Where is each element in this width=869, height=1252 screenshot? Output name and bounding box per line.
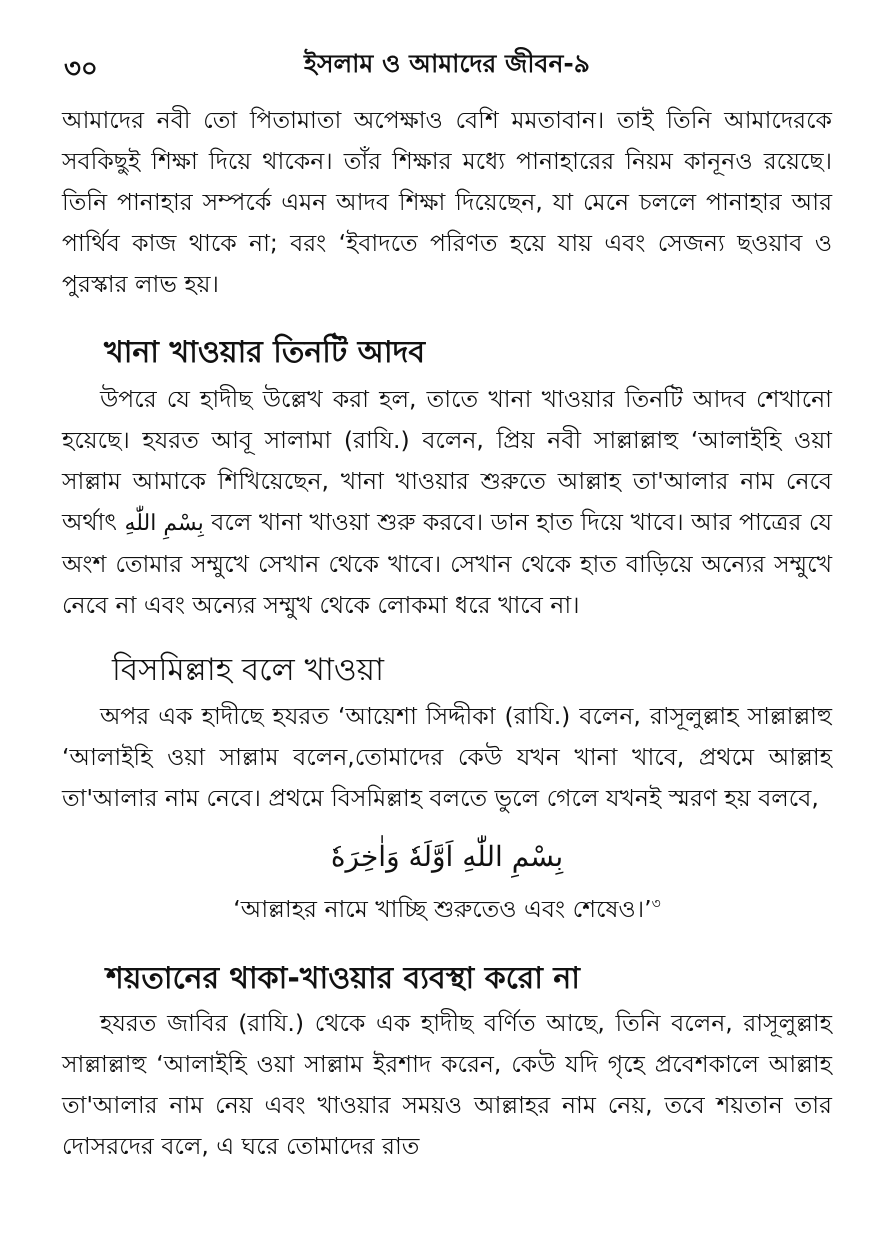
section3-paragraph: হযরত জাবির (রাযি.) থেকে এক হাদীছ বর্ণিত আছে, তিনি বলেন, রাসূলুল্লাহ সাল্লাল্লাহু ‘আলাইহি ওয়া সাল্লাম ইরশাদ করেন, কেউ যদি গৃহে প্রবেশকালে আল্লাহ তা'আলার নাম নেয় এবং খাওয়ার সময়ও আল্লাহর নাম নেয়, তবে শয়তান তার দোসরদের বলে, এ ঘরে তোমাদের রাত	[62, 1009, 832, 1160]
running-title: ইসলাম ও আমাদের জীবন-৯	[304, 49, 590, 78]
page-header	[64, 44, 829, 84]
section-heading-bismillah: বিসমিল্লাহ বলে খাওয়া	[112, 652, 384, 688]
translation-text: ‘আল্লাহর নামে খাচ্ছি শুরুতেও এবং শেষেও।’	[233, 895, 652, 923]
page-body	[62, 100, 832, 1167]
section-heading-satan: শয়তানের থাকা-খাওয়ার ব্যবস্থা করো না	[106, 961, 580, 996]
section2-paragraph: অপর এক হাদীছে হযরত ‘আয়েশা সিদ্দীকা (রাযি.) বলেন, রাসূলুল্লাহ সাল্লাল্লাহু ‘আলাইহি ওয়া সাল্লাম বলেন,তোমাদের কেউ যখন খানা খাবে, প্রথমে আল্লাহ তা'আলার নাম নেবে। প্রথমে বিসমিল্লাহ বলতে ভুলে গেলে যখনই স্মরণ হয় বলবে,	[62, 702, 832, 812]
section1-text-before: উপরে যে হাদীছ উল্লেখ করা হল, তাতে খানা খাওয়ার তিনটি আদব শেখানো হয়েছে। হযরত আবূ সালামা (রাযি.) বলেন, প্রিয় নবী সাল্লাল্লাহু ‘আলাইহি ওয়া সাল্লাম আমাকে শিখিয়েছেন, খানা খাওয়ার শুরুতে আল্লাহ তা'আলার নাম নেবে অর্থাৎ	[62, 385, 832, 536]
section-heading-three-etiquettes: খানা খাওয়ার তিনটি আদব	[104, 335, 426, 370]
section1-text-after: বলে খানা খাওয়া শুরু করবে। ডান হাত দিয়ে খাবে। আর পাত্রের যে অংশ তোমার সম্মুখে সেখান থেকে খাবে। সেখান থেকে হাত বাড়িয়ে অন্যের সম্মুখে নেবে না এবং অন্যের সম্মুখ থেকে লোকমা ধরে খাবে না।	[62, 508, 832, 619]
arabic-dua-line: بِسْمِ اللّٰهِ اَوَّلَهٗ وَاٰخِرَهٗ	[330, 840, 564, 873]
section1-paragraph	[62, 379, 832, 626]
bismillah-inline-arabic: بِسْمِ اللّٰهِ	[124, 511, 204, 536]
page-number: ৩০	[64, 54, 98, 84]
intro-paragraph: আমাদের নবী তো পিতামাতা অপেক্ষাও বেশি মমতাবান। তাই তিনি আমাদেরকে সবকিছুই শিক্ষা দিয়ে থাকেন। তাঁর শিক্ষার মধ্যে পানাহারের নিয়ম কানূনও রয়েছে। তিনি পানাহার সম্পর্কে এমন আদব শিক্ষা দিয়েছেন, যা মেনে চললে পানাহার আর পার্থিব কাজ থাকে না; বরং ‘ইবাদতে পরিণত হয়ে যায় এবং সেজন্য ছওয়াব ও পুরস্কার লাভ হয়।	[62, 106, 832, 298]
dua-translation	[62, 887, 832, 931]
footnote-marker: ৩	[651, 896, 661, 913]
